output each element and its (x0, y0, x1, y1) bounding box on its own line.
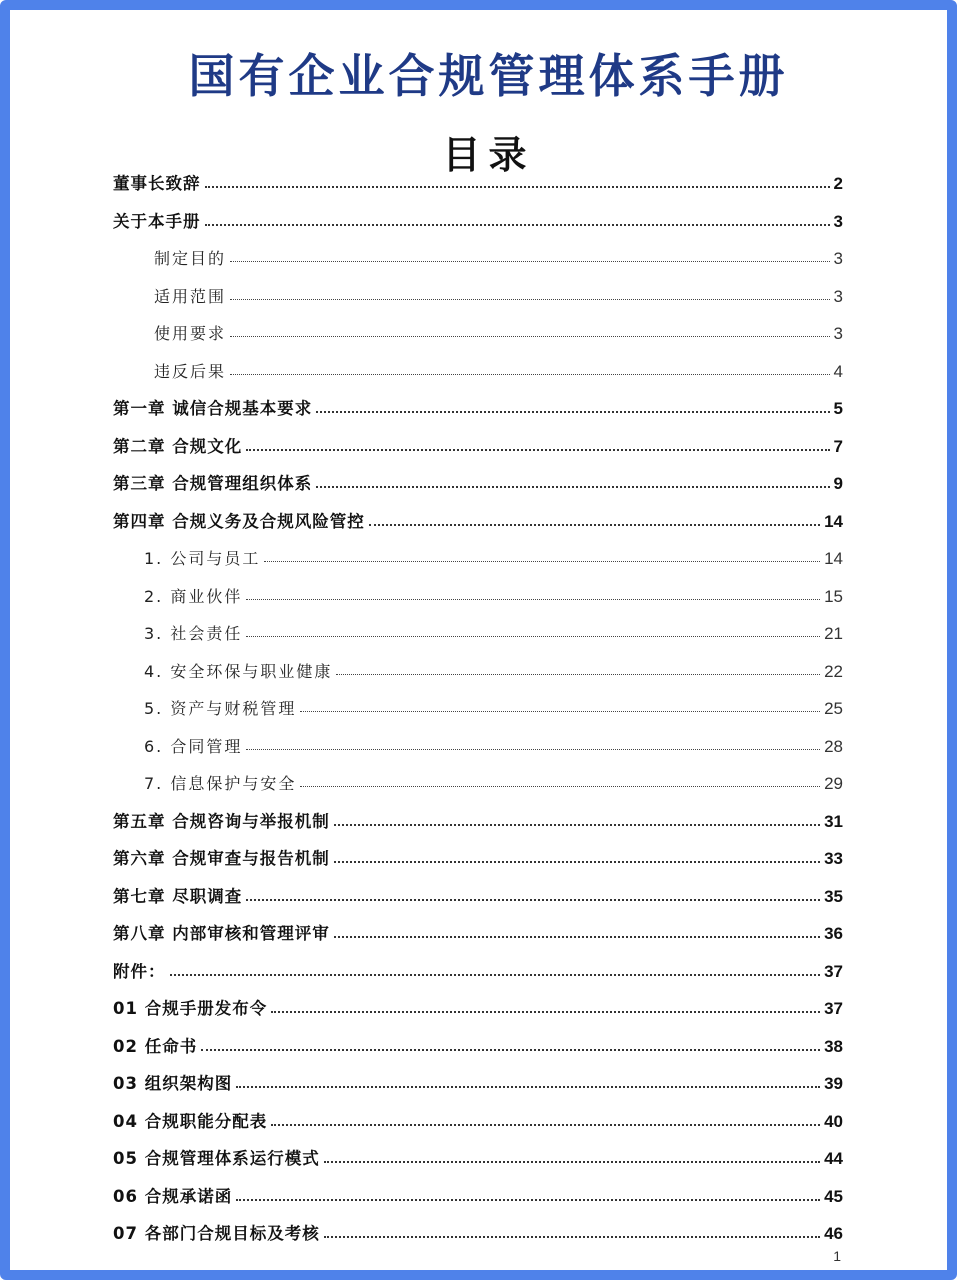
toc-entry[interactable] (144, 577, 843, 607)
toc-leader-dots (334, 861, 820, 863)
toc-entry[interactable] (113, 464, 843, 494)
toc-entry-page: 7 (833, 436, 843, 456)
toc-entry-page: 37 (824, 999, 843, 1018)
toc-leader-dots (230, 261, 830, 262)
toc-entry[interactable] (144, 727, 843, 757)
toc-leader-dots (230, 299, 830, 300)
toc-entry-page: 4 (833, 361, 843, 381)
toc-entry[interactable] (144, 614, 843, 644)
toc-leader-dots (264, 561, 820, 562)
toc-entry-label: 01 合规手册发布令 (113, 999, 268, 1018)
toc-entry[interactable] (113, 1139, 843, 1169)
toc-entry-label: 适用范围 (154, 286, 227, 306)
toc-entry-label: 5. 资产与财税管理 (144, 699, 297, 718)
toc-entry[interactable] (144, 539, 843, 569)
toc-leader-dots (246, 749, 820, 750)
toc-entry-page: 45 (824, 1186, 843, 1206)
toc-leader-dots (271, 1011, 820, 1013)
toc-entry[interactable] (144, 764, 843, 794)
toc-heading: 目录 (442, 133, 535, 177)
toc-entry-label: 7. 信息保护与安全 (144, 774, 297, 793)
toc-entry-label: 第二章 合规文化 (113, 436, 243, 456)
page-number: 1 (833, 1248, 841, 1264)
toc-entry-label: 第六章 合规审查与报告机制 (113, 849, 330, 868)
toc-leader-dots (300, 786, 820, 787)
toc-entry-label: 6. 合同管理 (144, 736, 243, 756)
toc-entry-label: 违反后果 (154, 361, 227, 381)
toc-entry-label: 第一章 诚信合规基本要求 (113, 399, 313, 418)
toc-leader-dots (205, 186, 830, 188)
toc-entry-label: 第七章 尽职调查 (113, 886, 243, 906)
toc-entry[interactable] (113, 952, 843, 982)
toc-entry-label: 第三章 合规管理组织体系 (113, 474, 313, 493)
toc-entry-page: 36 (824, 924, 843, 943)
toc-entry[interactable] (113, 202, 843, 232)
toc-entry-label: 关于本手册 (113, 211, 201, 231)
toc-entry-page: 29 (824, 774, 843, 793)
toc-entry-page: 28 (824, 736, 843, 756)
toc-entry[interactable] (113, 1102, 843, 1132)
toc-entry-label: 4. 安全环保与职业健康 (144, 661, 333, 681)
toc-entry-page: 3 (833, 286, 843, 306)
toc-entry-page: 2 (833, 174, 843, 193)
toc-entry[interactable] (113, 914, 843, 944)
toc-entry[interactable] (144, 689, 843, 719)
toc-entry-label: 1. 公司与员工 (144, 549, 261, 568)
toc-entry-page: 44 (824, 1149, 843, 1168)
toc-leader-dots (369, 524, 820, 526)
toc-entry[interactable] (113, 1064, 843, 1094)
toc-entry[interactable] (113, 1214, 843, 1244)
toc-entry[interactable] (113, 802, 843, 832)
toc-entry[interactable] (113, 989, 843, 1019)
toc-entry-label: 02 任命书 (113, 1036, 198, 1056)
document-title: 国有企业合规管理体系手册 (188, 49, 789, 103)
toc-entry-label: 05 合规管理体系运行模式 (113, 1149, 320, 1168)
toc-entry[interactable] (113, 877, 843, 907)
toc-entry-page: 3 (833, 324, 843, 343)
toc-entry-page: 46 (824, 1224, 843, 1243)
toc-entry[interactable] (113, 389, 843, 419)
toc-entry-label: 制定目的 (154, 249, 227, 268)
toc-entry[interactable] (113, 1027, 843, 1057)
toc-entry[interactable] (113, 427, 843, 457)
toc-leader-dots (336, 674, 820, 675)
toc-leader-dots (246, 449, 829, 451)
toc-leader-dots (334, 824, 820, 826)
toc-entry-page: 9 (833, 474, 843, 493)
toc-entry[interactable] (113, 1177, 843, 1207)
toc-entry-page: 33 (824, 849, 843, 868)
toc-leader-dots (334, 936, 820, 938)
toc-leader-dots (236, 1086, 820, 1088)
toc-entry-label: 06 合规承诺函 (113, 1186, 233, 1206)
toc-entry-label: 董事长致辞 (113, 174, 201, 193)
toc-leader-dots (246, 636, 820, 637)
toc-entry-page: 3 (833, 211, 843, 231)
toc-entry-label: 2. 商业伙伴 (144, 586, 243, 606)
toc-entry-page: 39 (824, 1074, 843, 1093)
toc-entry[interactable] (154, 239, 843, 269)
toc-entry-page: 15 (824, 586, 843, 606)
toc-entry-page: 5 (833, 399, 843, 418)
toc-entry-page: 35 (824, 886, 843, 906)
toc-entry-page: 31 (824, 811, 843, 831)
toc-entry[interactable] (113, 839, 843, 869)
toc-entry-page: 3 (833, 249, 843, 268)
toc-leader-dots (324, 1161, 820, 1163)
toc-entry-page: 14 (824, 511, 843, 531)
toc-entry-label: 第五章 合规咨询与举报机制 (113, 811, 330, 831)
toc-entry-label: 03 组织架构图 (113, 1074, 233, 1093)
toc-entry-page: 22 (824, 661, 843, 681)
toc-entry-page: 37 (824, 961, 843, 981)
toc-entry[interactable] (154, 352, 843, 382)
toc-entry-page: 38 (824, 1036, 843, 1056)
toc-entry-label: 使用要求 (154, 324, 227, 343)
toc-entry[interactable] (154, 314, 843, 344)
toc-leader-dots (205, 224, 830, 226)
toc-entry[interactable] (113, 164, 843, 194)
toc-entry-label: 04 合规职能分配表 (113, 1111, 268, 1131)
toc-leader-dots (316, 486, 829, 488)
toc-entry-page: 14 (824, 549, 843, 568)
toc-leader-dots (230, 336, 830, 337)
toc-leader-dots (170, 974, 821, 976)
toc-leader-dots (246, 899, 820, 901)
toc-leader-dots (324, 1236, 820, 1238)
toc-leader-dots (236, 1199, 820, 1201)
toc-entry-label: 附件： (113, 961, 166, 981)
toc-entry-label: 3. 社会责任 (144, 624, 243, 643)
toc-leader-dots (230, 374, 830, 375)
toc-leader-dots (271, 1124, 820, 1126)
toc-entry-label: 07 各部门合规目标及考核 (113, 1224, 320, 1243)
toc-leader-dots (316, 411, 829, 413)
toc-entry-page: 21 (824, 624, 843, 643)
toc-entry-label: 第八章 内部审核和管理评审 (113, 924, 330, 943)
toc-entry-label: 第四章 合规义务及合规风险管控 (113, 511, 365, 531)
toc-leader-dots (300, 711, 820, 712)
toc-entry[interactable] (154, 277, 843, 307)
toc-entry-page: 25 (824, 699, 843, 718)
toc-leader-dots (246, 599, 820, 600)
toc-entry[interactable] (144, 652, 843, 682)
toc-entry-page: 40 (824, 1111, 843, 1131)
toc-entry[interactable] (113, 502, 843, 532)
toc-leader-dots (201, 1049, 820, 1051)
